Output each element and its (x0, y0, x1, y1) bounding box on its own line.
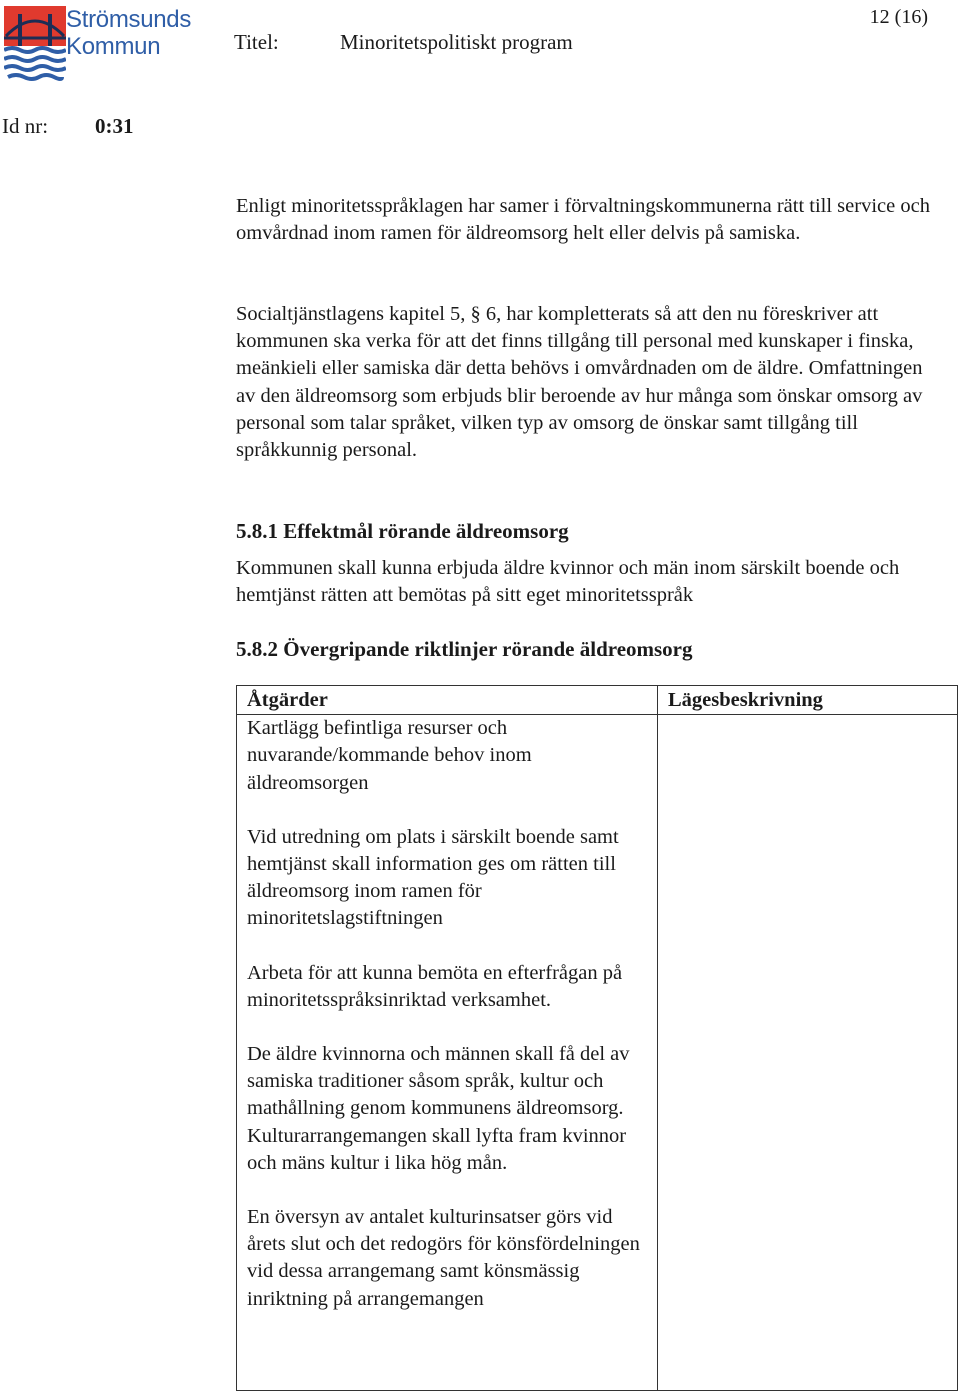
action-item: En översyn av antalet kulturinsatser görs vid årets slut och det redogörs för könsfördelningen vid dessa arrangemang samt könsmässig inriktning på arrangemangen (247, 1206, 640, 1310)
id-label: Id nr: (2, 114, 49, 138)
status-cell (658, 715, 958, 1391)
column-header-actions: Åtgärder (237, 686, 658, 715)
section-581-text: Kommunen skall kunna erbjuda äldre kvinnor och män inom särskilt boende och hemtjänst rätten att bemötas på sitt eget minoritetsspråk (236, 557, 900, 607)
page-number: 12 (16) (869, 6, 928, 28)
paragraph-intro: Enligt minoritetsspråklagen har samer i förvaltningskommunerna rätt till service och omvårdnad inom ramen för äldreomsorg helt eller delvis på samiska. (236, 195, 930, 245)
document-title: Minoritetspolitiskt program (340, 30, 573, 54)
logo-wordmark: Strömsunds Kommun (66, 6, 192, 60)
table-header-row (237, 686, 958, 715)
paragraph-social-services: Socialtjänstlagens kapitel 5, § 6, har kompletterats så att den nu föreskriver att kommunen ska verka för att det finns tillgång till personal med kunskaper i finska, meänkieli eller samiska där detta behövs i omvårdnaden om de äldre. Omfattningen av den äldreomsorg som erbjuds blir beroende av hur många som önskar omsorg av personal som talar språket, vilken typ av omsorg de önskar samt tillgång till språkkunnig personal. (236, 303, 923, 462)
table-row (237, 715, 958, 1391)
guidelines-table (236, 685, 958, 1391)
action-item: De äldre kvinnorna och männen skall få del av samiska traditioner såsom språk, kultur och mathållning genom kommunens äldreomsorg. Kulturarrangemangen skall lyfta fram kvinnor och mäns kultur i lika hög mån. (247, 1043, 630, 1174)
bridge-logo-icon (4, 6, 66, 86)
action-item: Arbeta för att kunna bemöta en efterfrågan på minoritetsspråksinriktad verksamhet. (247, 961, 623, 1011)
actions-cell (237, 715, 658, 1391)
action-item: Vid utredning om plats i särskilt boende samt hemtjänst skall information ges om rätten till äldreomsorg inom ramen för minoritetslagstiftningen (247, 825, 619, 930)
title-label: Titel: (234, 30, 279, 54)
section-heading-581: 5.8.1 Effektmål rörande äldreomsorg (236, 519, 569, 543)
action-item: Kartlägg befintliga resurser och nuvarande/kommande behov inom äldreomsorgen (247, 717, 532, 794)
column-header-status: Lägesbeskrivning (658, 686, 958, 715)
id-value: 0:31 (95, 114, 134, 138)
section-heading-582: 5.8.2 Övergripande riktlinjer rörande äldreomsorg (236, 637, 693, 661)
